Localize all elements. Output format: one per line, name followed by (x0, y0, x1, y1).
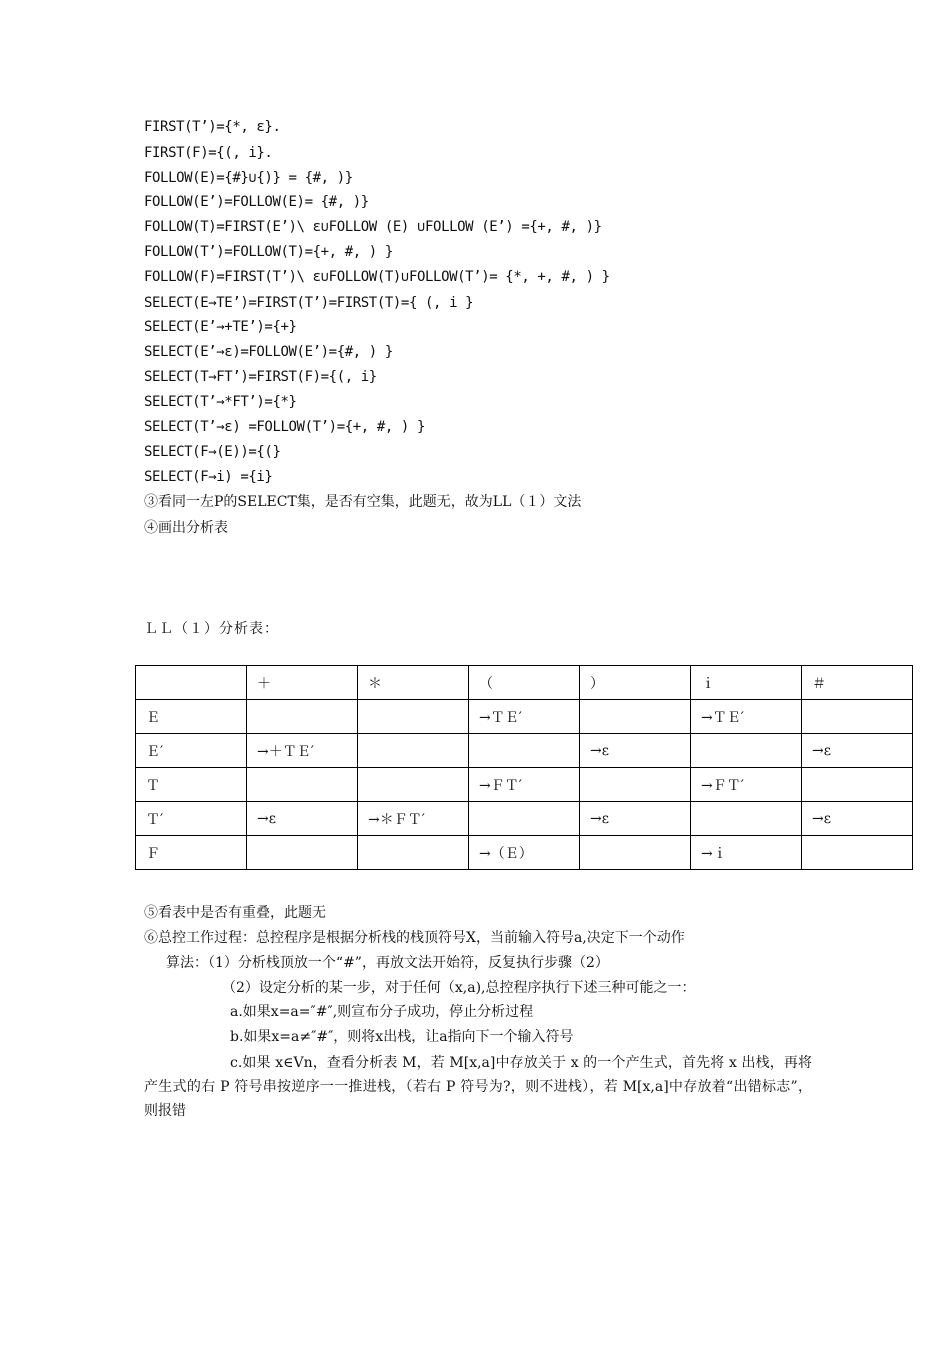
follow-e-prime-line: FOLLOW(E’)=FOLLOW(E)= {#, )} (144, 194, 369, 210)
table-row (136, 734, 913, 768)
table-cell (691, 802, 802, 836)
table-header-cell: ｉ (691, 666, 802, 700)
table-cell: →ＦＴ′ (469, 768, 580, 802)
table-row-label: Ｅ′ (136, 734, 247, 768)
table-header-cell: ＃ (802, 666, 913, 700)
table-cell: →ε (802, 802, 913, 836)
step-4-text: ④画出分析表 (144, 520, 228, 536)
algorithm-step-1: 算法：（1）分析栈顶放一个“#”，再放文法开始符，反复执行步骤（2） (166, 955, 609, 971)
table-cell (802, 768, 913, 802)
table-cell: →ε (247, 802, 358, 836)
table-cell (247, 700, 358, 734)
ll1-analysis-table (135, 665, 913, 870)
table-cell (247, 768, 358, 802)
algorithm-case-b: b.如果x=a≠″#″，则将x出栈，让a指向下一个输入符号 (230, 1029, 574, 1045)
table-cell: →ｉ (691, 836, 802, 870)
select-t-prime-epsilon-line: SELECT(T’→ε) =FOLLOW(T’)={+, #, ) } (144, 419, 426, 435)
table-title: ＬＬ（１）分析表： (144, 621, 279, 637)
algorithm-case-a: a.如果x=a=″#″,则宣布分子成功，停止分析过程 (230, 1004, 534, 1020)
table-cell: →ε (802, 734, 913, 768)
step-3-text: ③看同一左P的SELECT集，是否有空集，此题无，故为LL（１）文法 (144, 494, 582, 510)
table-cell: →＋ＴＥ′ (247, 734, 358, 768)
select-f-i-line: SELECT(F→i) ={i} (144, 469, 273, 485)
table-row (136, 700, 913, 734)
table-cell (802, 700, 913, 734)
table-row (136, 802, 913, 836)
select-t-line: SELECT(T→FT’)=FIRST(F)={(, i} (144, 369, 377, 385)
table-row (136, 836, 913, 870)
table-cell (469, 734, 580, 768)
select-e-prime-plus-line: SELECT(E’→+TE’)={+} (144, 319, 297, 335)
table-cell (358, 700, 469, 734)
table-cell (469, 802, 580, 836)
table-row-label: Ｅ (136, 700, 247, 734)
table-cell: →ＦＴ′ (691, 768, 802, 802)
follow-t-prime-line: FOLLOW(T’)=FOLLOW(T)={+, #, ) } (144, 244, 393, 260)
table-cell (247, 836, 358, 870)
table-cell (358, 768, 469, 802)
table-header-cell: ） (580, 666, 691, 700)
table-cell (580, 700, 691, 734)
select-t-prime-star-line: SELECT(T’→*FT’)={*} (144, 394, 297, 410)
follow-e-line: FOLLOW(E)={#}∪{)} = {#, )} (144, 170, 353, 186)
table-header-row (136, 666, 913, 700)
step-6-text: ⑥总控工作过程：总控程序是根据分析栈的栈顶符号X，当前输入符号a,决定下一个动作 (144, 930, 685, 946)
table-cell (358, 734, 469, 768)
table-cell: →（Ｅ） (469, 836, 580, 870)
table-cell (580, 836, 691, 870)
first-t-prime-line: FIRST(T’)={*, ε}. (144, 119, 281, 135)
table-cell (358, 836, 469, 870)
table-cell: →ε (580, 734, 691, 768)
table-header-cell (136, 666, 247, 700)
algorithm-case-c: c.如果 x∈Vn，查看分析表 M，若 M[x,a]中存放关于 x 的一个产生式，首先将 x 出栈，再将产生式的右 P 符号串按逆序一一推进栈，（若右 P 符号为?，则不进栈），若 M[x,a]中存放着“出错标志”，则报错 (144, 1055, 812, 1119)
select-e-line: SELECT(E→TE’)=FIRST(T’)=FIRST(T)={ (, i } (144, 295, 474, 311)
table-cell: →ε (580, 802, 691, 836)
table-cell (802, 836, 913, 870)
table-row-label: Ｆ (136, 836, 247, 870)
table-cell: →＊ＦＴ′ (358, 802, 469, 836)
table-row-label: Ｔ′ (136, 802, 247, 836)
table-cell (691, 734, 802, 768)
select-e-prime-epsilon-line: SELECT(E’→ε)=FOLLOW(E’)={#, ) } (144, 344, 393, 360)
table-header-cell: ＋ (247, 666, 358, 700)
table-row (136, 768, 913, 802)
follow-f-line: FOLLOW(F)=FIRST(T’)\ ε∪FOLLOW(T)∪FOLLOW(T’)= {*, +, #, ) } (144, 269, 610, 285)
table-header-cell: ＊ (358, 666, 469, 700)
table-header-cell: （ (469, 666, 580, 700)
first-f-line: FIRST(F)={(, i}. (144, 145, 273, 161)
algorithm-step-2: （2）设定分析的某一步，对于任何（x,a),总控程序执行下述三种可能之一： (222, 980, 696, 996)
step-5-text: ⑤看表中是否有重叠，此题无 (144, 905, 326, 921)
select-f-paren-line: SELECT(F→(E))={(} (144, 444, 281, 460)
table-cell (580, 768, 691, 802)
table-cell: →ＴＥ′ (469, 700, 580, 734)
table-row-label: Ｔ (136, 768, 247, 802)
follow-t-line: FOLLOW(T)=FIRST(E’)\ ε∪FOLLOW (E) ∪FOLLOW (E’) ={+, #, )} (144, 219, 602, 235)
table-cell: →ＴＥ′ (691, 700, 802, 734)
